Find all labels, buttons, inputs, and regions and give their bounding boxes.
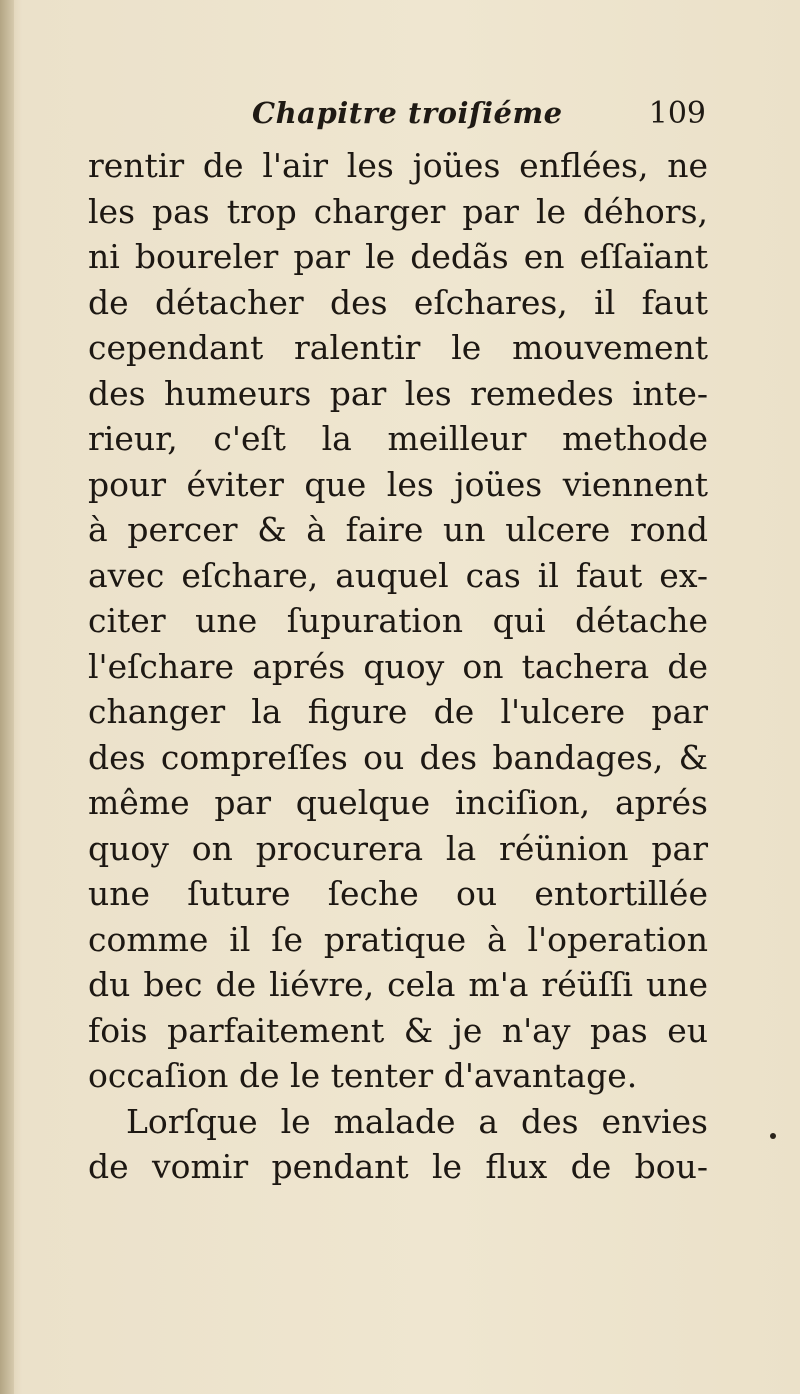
text-line: changer la figure de l'ulcere par [88, 692, 708, 731]
text-line: l'eſchare aprés quoy on tachera de [88, 646, 708, 686]
text-line: du bec de liévre, cela m'a réüſſi une [88, 965, 708, 1004]
text-line: quoy on procurera la réünion par [88, 828, 708, 868]
text-line: cependant ralentir le mouvement [88, 328, 708, 367]
text-line: ni boureler par le dedãs en eſſaïant [88, 237, 708, 276]
text-line: à percer & à faire un ulcere rond [88, 510, 708, 549]
text-line: occaſion de le tenter d'avantage. [88, 1056, 638, 1095]
text-line: fois parfaitement & je n'ay pas eu [88, 1010, 708, 1050]
ink-speck [770, 1133, 776, 1139]
page-gutter-edge [0, 0, 14, 1394]
text-line: de détacher des eſchares, il faut [88, 282, 708, 322]
text-line: avec eſchare, auquel cas il faut ex- [88, 555, 708, 595]
text-line: des compreſſes ou des bandages, & [88, 737, 708, 777]
text-line: comme il ſe pratique à l'operation [88, 919, 708, 959]
running-title: Chapitre troiſiéme [252, 96, 563, 130]
text-line: une ſuture ſeche ou entortillée [88, 874, 708, 913]
body-text [88, 143, 708, 1190]
text-line: même par quelque inciſion, aprés [88, 783, 708, 822]
text-line: pour éviter que les joües viennent [88, 464, 708, 504]
text-line: rentir de l'air les joües enflées, ne [88, 146, 708, 185]
text-line: rieur, c'eſt la meilleur methode [88, 419, 708, 458]
page-header [252, 96, 712, 144]
text-line: citer une ſupuration qui détache [88, 601, 708, 640]
page-number: 109 [648, 96, 706, 131]
text-line: des humeurs par les remedes inte- [88, 373, 708, 413]
text-line: les pas trop charger par le déhors, [88, 191, 708, 231]
text-line: Lorſque le malade a des envies [126, 1101, 708, 1141]
text-line: de vomir pendant le flux de bou- [88, 1147, 708, 1186]
